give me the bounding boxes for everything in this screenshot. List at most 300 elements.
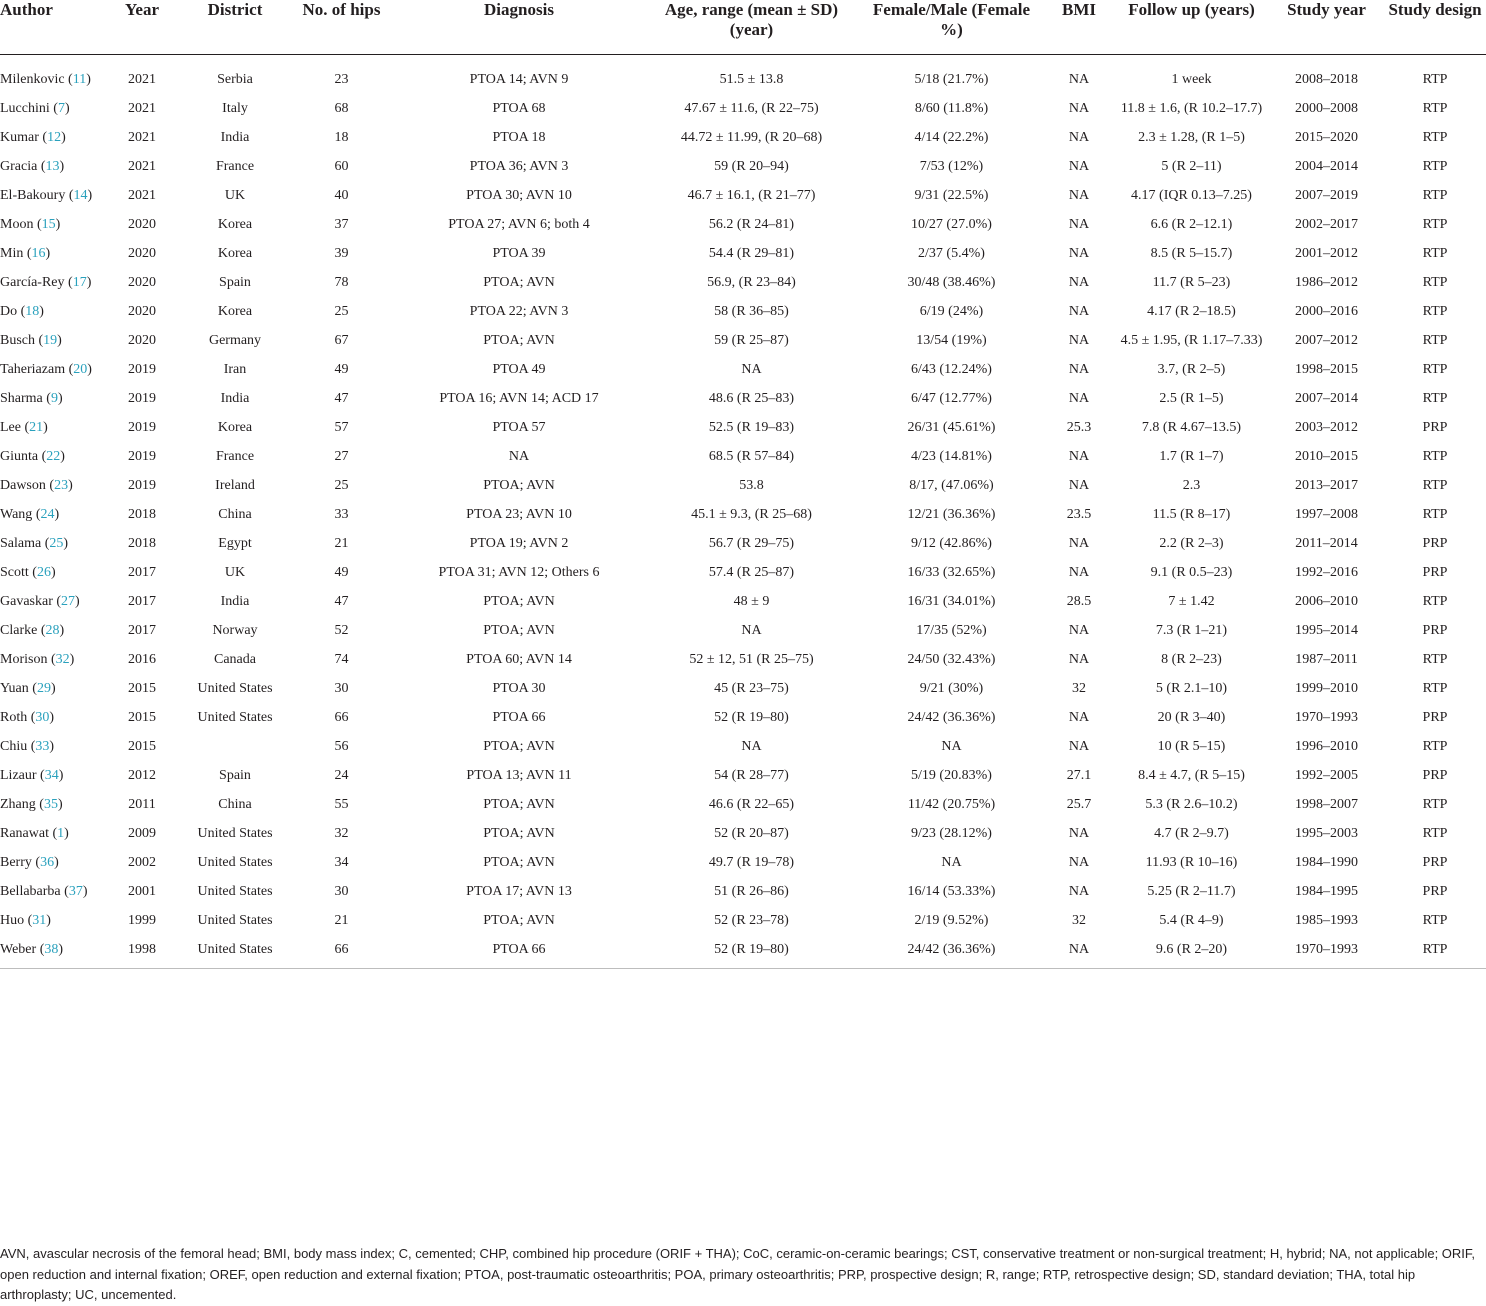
cell-author: Bellabarba (37) <box>0 884 88 899</box>
cell-age: 51.5 ± 13.8 <box>719 72 784 87</box>
cell-author: García-Rey (17) <box>0 275 92 290</box>
cell-followup: 7.8 (R 4.67–13.5) <box>1141 420 1242 435</box>
cell-district: Germany <box>208 333 262 348</box>
table-row <box>0 881 1486 910</box>
cell-year: 2019 <box>128 449 156 464</box>
cell-year: 2001 <box>128 884 156 899</box>
cell-bmi: 25.7 <box>1066 797 1092 812</box>
reference-link[interactable]: 20 <box>73 362 88 377</box>
cell-bmi: NA <box>1068 159 1090 174</box>
cell-design: PRP <box>1422 710 1448 725</box>
reference-link[interactable]: 15 <box>41 217 56 232</box>
cell-diagnosis: PTOA 17; AVN 13 <box>466 884 572 899</box>
cell-hips: 60 <box>334 159 349 174</box>
cell-diagnosis: PTOA 30; AVN 10 <box>466 188 572 203</box>
cell-author: Busch (19) <box>0 333 62 348</box>
reference-link[interactable]: 28 <box>45 623 60 638</box>
cell-hips: 21 <box>334 913 349 928</box>
cell-year: 2020 <box>128 275 156 290</box>
cell-bmi: NA <box>1068 101 1090 116</box>
cell-age: 59 (R 20–94) <box>714 159 789 174</box>
cell-author: Weber (38) <box>0 942 64 957</box>
cell-sex: NA <box>941 855 962 870</box>
cell-followup: 3.7, (R 2–5) <box>1157 362 1226 377</box>
cell-author: Wang (24) <box>0 507 60 522</box>
cell-author: Moon (15) <box>0 217 61 232</box>
cell-bmi: NA <box>1068 565 1090 580</box>
cell-study-year: 1992–2005 <box>1295 768 1358 783</box>
cell-followup: 5.25 (R 2–11.7) <box>1147 884 1236 899</box>
cell-diagnosis: PTOA; AVN <box>483 855 555 870</box>
cell-followup: 11.5 (R 8–17) <box>1152 507 1231 522</box>
cell-diagnosis: PTOA; AVN <box>483 333 555 348</box>
author-name: Giunta <box>0 449 39 464</box>
cell-age: 56.9, (R 23–84) <box>707 275 796 290</box>
cell-study-year: 1984–1990 <box>1295 855 1358 870</box>
cell-sex: 24/42 (36.36%) <box>907 710 996 725</box>
cell-followup: 8.4 ± 4.7, (R 5–15) <box>1138 768 1245 783</box>
cell-hips: 25 <box>334 304 349 319</box>
cell-hips: 49 <box>334 362 349 377</box>
cell-design: RTP <box>1422 304 1448 319</box>
author-name: Roth <box>0 710 28 725</box>
cell-sex: 2/37 (5.4%) <box>918 246 985 261</box>
cell-age: 59 (R 25–87) <box>714 333 789 348</box>
table-row <box>0 272 1486 301</box>
cell-design: RTP <box>1422 246 1448 261</box>
cell-sex: 5/18 (21.7%) <box>914 72 989 87</box>
reference-link[interactable]: 30 <box>35 710 50 725</box>
table-row <box>0 359 1486 388</box>
cell-year: 2020 <box>128 333 156 348</box>
cell-district: China <box>218 797 252 812</box>
cell-district: Korea <box>217 217 253 232</box>
cell-age: 56.7 (R 29–75) <box>708 536 795 551</box>
reference-link[interactable]: 23 <box>54 478 69 493</box>
cell-followup: 5.4 (R 4–9) <box>1159 913 1224 928</box>
header-sex: Female/Male (Female %) <box>872 0 1031 39</box>
cell-design: PRP <box>1422 536 1448 551</box>
cell-bmi: NA <box>1068 826 1090 841</box>
cell-sex: 6/19 (24%) <box>919 304 984 319</box>
cell-hips: 74 <box>334 652 349 667</box>
cell-year: 2021 <box>128 188 156 203</box>
reference-link[interactable]: 38 <box>44 942 59 957</box>
reference-link[interactable]: 7 <box>57 101 65 116</box>
author-name: Ranawat <box>0 826 49 841</box>
cell-age: NA <box>741 362 762 377</box>
reference-link[interactable]: 14 <box>73 188 88 203</box>
cell-bmi: 23.5 <box>1066 507 1092 522</box>
cell-year: 2019 <box>128 478 156 493</box>
cell-study-year: 1986–2012 <box>1295 275 1358 290</box>
cell-year: 2020 <box>128 246 156 261</box>
cell-author: Do (18) <box>0 304 44 319</box>
cell-followup: 5 (R 2–11) <box>1161 159 1222 174</box>
cell-bmi: NA <box>1068 333 1090 348</box>
cell-bmi: NA <box>1068 130 1090 145</box>
reference-link[interactable]: 12 <box>47 130 62 145</box>
author-name: Lizaur <box>0 768 37 783</box>
cell-study-year: 2002–2017 <box>1295 217 1358 232</box>
author-name: Zhang <box>0 797 36 812</box>
cell-year: 2018 <box>128 536 156 551</box>
cell-bmi: 32 <box>1072 913 1086 928</box>
reference-link[interactable]: 27 <box>61 594 76 609</box>
table-row <box>0 678 1486 707</box>
cell-followup: 2.3 ± 1.28, (R 1–5) <box>1138 130 1245 145</box>
header-diagnosis: Diagnosis <box>484 0 554 19</box>
cell-followup: 1 week <box>1171 72 1212 87</box>
author-name: Clarke <box>0 623 38 638</box>
cell-followup: 4.17 (R 2–18.5) <box>1147 304 1236 319</box>
cell-design: RTP <box>1422 797 1448 812</box>
cell-sex: 24/42 (36.36%) <box>907 942 996 957</box>
cell-year: 2012 <box>128 768 156 783</box>
cell-author: Huo (31) <box>0 913 51 928</box>
author-name: Bellabarba <box>0 884 61 899</box>
cell-design: RTP <box>1422 652 1448 667</box>
cell-age: 49.7 (R 19–78) <box>708 855 795 870</box>
cell-age: 45.1 ± 9.3, (R 25–68) <box>691 507 812 522</box>
header-district: District <box>207 0 263 19</box>
cell-age: 51 (R 26–86) <box>714 884 789 899</box>
cell-followup: 4.5 ± 1.95, (R 1.17–7.33) <box>1120 333 1263 348</box>
cell-author: Giunta (22) <box>0 449 65 464</box>
cell-study-year: 2013–2017 <box>1295 478 1358 493</box>
cell-age: 52 (R 19–80) <box>714 710 789 725</box>
cell-sex: 13/54 (19%) <box>916 333 987 348</box>
cell-year: 2015 <box>128 739 156 754</box>
cell-year: 2019 <box>128 391 156 406</box>
reference-link[interactable]: 22 <box>46 449 61 464</box>
cell-study-year: 2004–2014 <box>1295 159 1358 174</box>
table-row <box>0 504 1486 533</box>
cell-year: 2020 <box>128 217 156 232</box>
cell-diagnosis: PTOA; AVN <box>483 478 555 493</box>
reference-link[interactable]: 29 <box>36 681 51 696</box>
cell-hips: 24 <box>334 768 349 783</box>
cell-author: Yuan (29) <box>0 681 56 696</box>
cell-study-year: 1992–2016 <box>1295 565 1358 580</box>
table-row <box>0 301 1486 330</box>
cell-study-year: 2007–2014 <box>1295 391 1358 406</box>
cell-study-year: 2001–2012 <box>1295 246 1358 261</box>
author-name: El-Bakoury <box>0 188 66 203</box>
cell-bmi: NA <box>1068 942 1090 957</box>
cell-bmi: NA <box>1068 710 1090 725</box>
cell-diagnosis: PTOA; AVN <box>483 594 555 609</box>
cell-hips: 40 <box>334 188 349 203</box>
cell-age: 52.5 (R 19–83) <box>708 420 795 435</box>
cell-district: UK <box>224 565 246 580</box>
cell-design: RTP <box>1422 188 1448 203</box>
cell-hips: 39 <box>334 246 349 261</box>
reference-link[interactable]: 1 <box>57 826 65 841</box>
table-row <box>0 214 1486 243</box>
cell-hips: 52 <box>334 623 349 638</box>
table-row <box>0 417 1486 446</box>
cell-study-year: 1995–2003 <box>1295 826 1358 841</box>
cell-age: 52 ± 12, 51 (R 25–75) <box>689 652 814 667</box>
reference-link[interactable]: 13 <box>45 159 60 174</box>
author-name: Weber <box>0 942 37 957</box>
cell-district: Serbia <box>217 72 253 87</box>
cell-sex: 8/17, (47.06%) <box>909 478 994 493</box>
header-author: Author <box>0 0 53 19</box>
cell-design: RTP <box>1422 478 1448 493</box>
cell-diagnosis: PTOA; AVN <box>483 913 555 928</box>
reference-link[interactable]: 32 <box>55 652 70 667</box>
cell-district: United States <box>197 913 273 928</box>
cell-study-year: 1999–2010 <box>1295 681 1358 696</box>
cell-year: 2019 <box>128 362 156 377</box>
cell-hips: 32 <box>334 826 349 841</box>
cell-followup: 20 (R 3–40) <box>1157 710 1226 725</box>
cell-district: Spain <box>219 275 251 290</box>
cell-district: France <box>215 449 255 464</box>
cell-design: RTP <box>1422 101 1448 116</box>
cell-followup: 1.7 (R 1–7) <box>1159 449 1224 464</box>
reference-link[interactable]: 24 <box>40 507 55 522</box>
table-header-row <box>0 0 1486 55</box>
cell-age: 44.72 ± 11.99, (R 20–68) <box>680 130 823 145</box>
cell-hips: 78 <box>334 275 349 290</box>
cell-bmi: NA <box>1068 362 1090 377</box>
cell-author: Lee (21) <box>0 420 48 435</box>
author-name: Scott <box>0 565 29 580</box>
author-name: Berry <box>0 855 32 870</box>
cell-author: Chiu (33) <box>0 739 55 754</box>
cell-diagnosis: PTOA 57 <box>492 420 546 435</box>
reference-link[interactable]: 36 <box>40 855 55 870</box>
cell-author: Sharma (9) <box>0 391 63 406</box>
cell-design: RTP <box>1422 739 1448 754</box>
header-age: Age, range (mean ± SD) (year) <box>664 0 839 39</box>
cell-age: 52 (R 19–80) <box>714 942 789 957</box>
cell-author: Zhang (35) <box>0 797 63 812</box>
cell-author: Gracia (13) <box>0 159 65 174</box>
cell-hips: 34 <box>334 855 349 870</box>
cell-bmi: NA <box>1068 855 1090 870</box>
cell-diagnosis: PTOA; AVN <box>483 623 555 638</box>
cell-followup: 11.8 ± 1.6, (R 10.2–17.7) <box>1120 101 1263 116</box>
cell-year: 2017 <box>128 623 156 638</box>
author-name: Dawson <box>0 478 46 493</box>
author-name: Min <box>0 246 24 261</box>
reference-link[interactable]: 16 <box>31 246 46 261</box>
cell-year: 2015 <box>128 681 156 696</box>
cell-diagnosis: PTOA 60; AVN 14 <box>466 652 572 667</box>
cell-diagnosis: PTOA; AVN <box>483 275 555 290</box>
cell-sex: 4/23 (14.81%) <box>911 449 992 464</box>
reference-link[interactable]: 21 <box>29 420 44 435</box>
cell-bmi: NA <box>1068 478 1090 493</box>
table-footnote: AVN, avascular necrosis of the femoral head; BMI, body mass index; C, cemented; CHP, combined hip procedure (ORIF + THA); CoC, ceramic-on-ceramic bearings; CST, conservative treatment or non-surgical treatment; H, hybrid; NA, not applicable; ORIF, open reduction and internal fixation; OREF, open reduction and external fixation; PTOA, post-traumatic osteoarthritis; POA, primary osteoarthritis; PRP, prospective design; R, range; RTP, retrospective design; SD, standard deviation; THA, total hip arthroplasty; UC, uncemented. <box>0 1246 1476 1302</box>
cell-hips: 67 <box>334 333 349 348</box>
cell-district: United States <box>197 884 273 899</box>
cell-district: United States <box>197 942 273 957</box>
cell-followup: 10 (R 5–15) <box>1157 739 1226 754</box>
header-bmi: BMI <box>1062 0 1096 19</box>
author-name: Kumar <box>0 130 39 145</box>
reference-link[interactable]: 37 <box>68 884 83 899</box>
cell-diagnosis: PTOA 36; AVN 3 <box>469 159 569 174</box>
cell-year: 2019 <box>128 420 156 435</box>
cell-bmi: NA <box>1068 275 1090 290</box>
cell-study-year: 2008–2018 <box>1295 72 1358 87</box>
cell-sex: 9/23 (28.12%) <box>911 826 992 841</box>
cell-hips: 23 <box>334 72 349 87</box>
table-row <box>0 388 1486 417</box>
cell-age: 52 (R 20–87) <box>714 826 789 841</box>
cell-age: NA <box>741 623 762 638</box>
cell-design: RTP <box>1422 72 1448 87</box>
cell-district: Iran <box>223 362 247 377</box>
cell-hips: 30 <box>334 681 349 696</box>
reference-link[interactable]: 9 <box>50 391 58 406</box>
header-year: Year <box>125 0 159 19</box>
header-hips: No. of hips <box>302 0 381 19</box>
cell-author: Gavaskar (27) <box>0 594 80 609</box>
cell-author: Clarke (28) <box>0 623 65 638</box>
cell-sex: 2/19 (9.52%) <box>914 913 989 928</box>
cell-sex: 26/31 (45.61%) <box>907 420 996 435</box>
cell-diagnosis: PTOA 22; AVN 3 <box>469 304 569 319</box>
reference-link[interactable]: 11 <box>72 72 87 87</box>
table-row <box>0 910 1486 939</box>
cell-followup: 11.93 (R 10–16) <box>1145 855 1238 870</box>
cell-study-year: 2000–2008 <box>1295 101 1358 116</box>
reference-link[interactable]: 17 <box>72 275 87 290</box>
cell-year: 2017 <box>128 565 156 580</box>
cell-design: RTP <box>1422 826 1448 841</box>
cell-followup: 9.6 (R 2–20) <box>1155 942 1228 957</box>
author-name: Yuan <box>0 681 29 696</box>
cell-sex: 6/47 (12.77%) <box>911 391 992 406</box>
author-name: Taheriazam <box>0 362 66 377</box>
table-body <box>0 55 1486 969</box>
table-row <box>0 243 1486 272</box>
table-row <box>0 736 1486 765</box>
cell-design: PRP <box>1422 623 1448 638</box>
cell-age: 57.4 (R 25–87) <box>708 565 795 580</box>
cell-author: Salama (25) <box>0 536 69 551</box>
cell-bmi: NA <box>1068 739 1090 754</box>
cell-age: 52 (R 23–78) <box>714 913 789 928</box>
reference-link[interactable]: 31 <box>32 913 47 928</box>
cell-district: India <box>220 130 250 145</box>
cell-followup: 7 ± 1.42 <box>1168 594 1215 609</box>
cell-followup: 2.2 (R 2–3) <box>1159 536 1224 551</box>
cell-design: RTP <box>1422 362 1448 377</box>
cell-design: RTP <box>1422 913 1448 928</box>
cell-design: RTP <box>1422 130 1448 145</box>
author-name: Busch <box>0 333 35 348</box>
cell-age: 56.2 (R 24–81) <box>708 217 795 232</box>
cell-year: 2017 <box>128 594 156 609</box>
table-row <box>0 852 1486 881</box>
cell-sex: 9/31 (22.5%) <box>914 188 989 203</box>
cell-hips: 47 <box>334 391 349 406</box>
header-design: Study design <box>1388 0 1482 19</box>
cell-diagnosis: PTOA 14; AVN 9 <box>469 72 569 87</box>
author-name: Huo <box>0 913 25 928</box>
cell-district: Egypt <box>218 536 252 551</box>
cell-study-year: 1998–2015 <box>1295 362 1358 377</box>
cell-district: Spain <box>219 768 251 783</box>
cell-author: Lizaur (34) <box>0 768 64 783</box>
header-followup: Follow up (years) <box>1128 0 1255 19</box>
cell-age: 54.4 (R 29–81) <box>708 246 795 261</box>
cell-hips: 55 <box>334 797 349 812</box>
reference-link[interactable]: 19 <box>43 333 58 348</box>
cell-study-year: 2007–2012 <box>1295 333 1358 348</box>
cell-hips: 49 <box>334 565 349 580</box>
cell-hips: 30 <box>334 884 349 899</box>
table-row <box>0 185 1486 214</box>
author-name: Lucchini <box>0 101 50 116</box>
cell-author: El-Bakoury (14) <box>0 188 93 203</box>
cell-bmi: 27.1 <box>1066 768 1092 783</box>
cell-bmi: NA <box>1068 536 1090 551</box>
reference-link[interactable]: 26 <box>36 565 51 580</box>
cell-diagnosis: PTOA 23; AVN 10 <box>466 507 572 522</box>
cell-year: 1998 <box>128 942 156 957</box>
cell-bmi: NA <box>1068 884 1090 899</box>
cell-bmi: 25.3 <box>1066 420 1092 435</box>
reference-link[interactable]: 25 <box>49 536 64 551</box>
cell-district: Ireland <box>215 478 255 493</box>
cell-followup: 8 (R 2–23) <box>1161 652 1222 667</box>
reference-link[interactable]: 34 <box>44 768 59 783</box>
cell-district: United States <box>197 710 273 725</box>
cell-author: Dawson (23) <box>0 478 73 493</box>
cell-sex: 7/53 (12%) <box>919 159 984 174</box>
cell-sex: 24/50 (32.43%) <box>907 652 996 667</box>
table-row <box>0 823 1486 852</box>
reference-link[interactable]: 35 <box>43 797 58 812</box>
cell-age: 48 ± 9 <box>733 594 770 609</box>
cell-study-year: 1987–2011 <box>1295 652 1358 667</box>
table-row <box>0 98 1486 127</box>
cell-age: 47.67 ± 11.6, (R 22–75) <box>684 101 819 116</box>
cell-year: 2011 <box>128 797 156 812</box>
cell-followup: 5.3 (R 2.6–10.2) <box>1145 797 1238 812</box>
cell-district <box>181 736 289 765</box>
cell-author: Taheriazam (20) <box>0 362 92 377</box>
table-row <box>0 55 1486 99</box>
author-name: Salama <box>0 536 42 551</box>
reference-link[interactable]: 18 <box>25 304 40 319</box>
cell-hips: 37 <box>334 217 349 232</box>
author-name: Sharma <box>0 391 43 406</box>
table-row <box>0 591 1486 620</box>
cell-sex: NA <box>941 739 962 754</box>
table-row <box>0 446 1486 475</box>
reference-link[interactable]: 33 <box>35 739 50 754</box>
cell-age: 46.6 (R 22–65) <box>708 797 795 812</box>
cell-design: PRP <box>1422 565 1448 580</box>
cell-sex: 5/19 (20.83%) <box>911 768 992 783</box>
cell-district: Korea <box>217 246 253 261</box>
author-name: Wang <box>0 507 33 522</box>
cell-design: PRP <box>1422 420 1448 435</box>
cell-year: 2009 <box>128 826 156 841</box>
cell-sex: 16/14 (53.33%) <box>907 884 996 899</box>
cell-year: 2016 <box>128 652 156 667</box>
cell-district: India <box>220 391 250 406</box>
